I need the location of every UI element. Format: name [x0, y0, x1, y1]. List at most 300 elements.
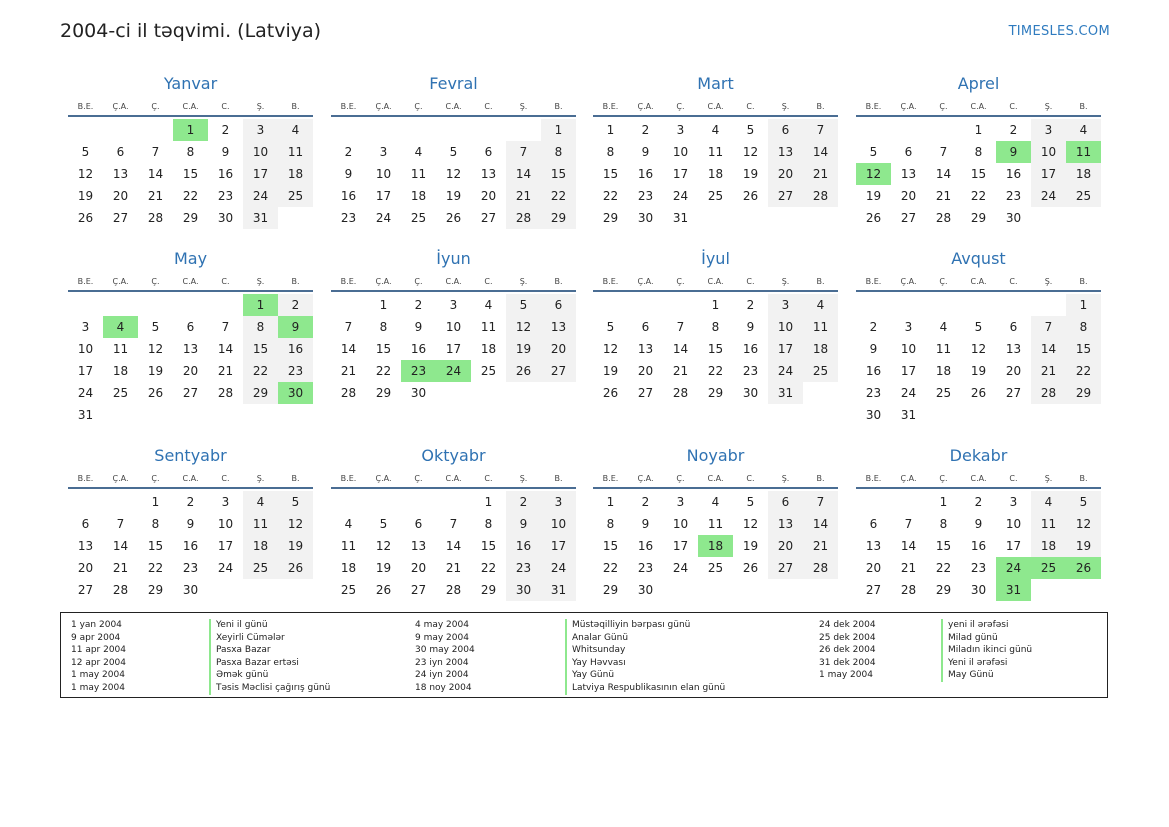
day-cell[interactable]: 15: [375, 342, 392, 356]
day-cell[interactable]: 8: [186, 145, 195, 159]
day-cell[interactable]: 22: [375, 364, 392, 378]
day-cell[interactable]: 3: [1031, 119, 1066, 141]
day-cell[interactable]: 9: [186, 517, 195, 531]
day-cell[interactable]: 13: [768, 513, 803, 535]
day-cell[interactable]: 18: [935, 364, 952, 378]
day-cell[interactable]: 31: [77, 408, 94, 422]
day-cell[interactable]: 24: [375, 211, 392, 225]
day-cell[interactable]: 11: [340, 539, 357, 553]
day-cell[interactable]: 25: [935, 386, 952, 400]
day-cell[interactable]: 2: [221, 123, 230, 137]
day-cell[interactable]: 11: [112, 342, 129, 356]
day-cell[interactable]: 20: [865, 561, 882, 575]
day-cell[interactable]: 23: [217, 189, 234, 203]
day-cell[interactable]: 10: [77, 342, 94, 356]
day-cell[interactable]: 6: [414, 517, 423, 531]
day-cell[interactable]: 14: [900, 539, 917, 553]
day-cell[interactable]: 14: [1031, 338, 1066, 360]
day-cell[interactable]: 6: [1009, 320, 1018, 334]
day-cell[interactable]: 24: [1031, 185, 1066, 207]
day-cell[interactable]: 16: [1005, 167, 1022, 181]
day-cell[interactable]: 27: [1005, 386, 1022, 400]
day-cell[interactable]: 4: [711, 123, 720, 137]
day-cell[interactable]: 25: [1031, 557, 1066, 579]
day-cell[interactable]: 24: [217, 561, 234, 575]
day-cell[interactable]: 18: [707, 167, 724, 181]
day-cell[interactable]: 24: [243, 185, 278, 207]
day-cell[interactable]: 28: [900, 583, 917, 597]
day-cell[interactable]: 14: [803, 513, 838, 535]
day-cell[interactable]: 21: [1031, 360, 1066, 382]
day-cell[interactable]: 14: [935, 167, 952, 181]
day-cell[interactable]: 4: [803, 294, 838, 316]
day-cell[interactable]: 17: [243, 163, 278, 185]
day-cell[interactable]: 15: [602, 539, 619, 553]
day-cell[interactable]: 9: [344, 167, 353, 181]
day-cell[interactable]: 12: [856, 163, 891, 185]
day-cell[interactable]: 30: [1005, 211, 1022, 225]
day-cell[interactable]: 16: [637, 539, 654, 553]
day-cell[interactable]: 11: [707, 145, 724, 159]
day-cell[interactable]: 16: [506, 535, 541, 557]
day-cell[interactable]: 22: [970, 189, 987, 203]
day-cell[interactable]: 23: [278, 360, 313, 382]
day-cell[interactable]: 9: [996, 141, 1031, 163]
day-cell[interactable]: 1: [243, 294, 278, 316]
day-cell[interactable]: 3: [449, 298, 458, 312]
day-cell[interactable]: 1: [151, 495, 160, 509]
day-cell[interactable]: 14: [112, 539, 129, 553]
day-cell[interactable]: 31: [541, 579, 576, 601]
day-cell[interactable]: 30: [865, 408, 882, 422]
day-cell[interactable]: 30: [637, 211, 654, 225]
day-cell[interactable]: 28: [935, 211, 952, 225]
day-cell[interactable]: 12: [147, 342, 164, 356]
day-cell[interactable]: 8: [974, 145, 983, 159]
day-cell[interactable]: 5: [974, 320, 983, 334]
day-cell[interactable]: 20: [182, 364, 199, 378]
day-cell[interactable]: 5: [278, 491, 313, 513]
day-cell[interactable]: 23: [340, 211, 357, 225]
day-cell[interactable]: 25: [340, 583, 357, 597]
day-cell[interactable]: 11: [278, 141, 313, 163]
day-cell[interactable]: 11: [480, 320, 497, 334]
day-cell[interactable]: 8: [151, 517, 160, 531]
day-cell[interactable]: 12: [742, 517, 759, 531]
day-cell[interactable]: 15: [480, 539, 497, 553]
day-cell[interactable]: 25: [278, 185, 313, 207]
day-cell[interactable]: 13: [182, 342, 199, 356]
day-cell[interactable]: 4: [243, 491, 278, 513]
day-cell[interactable]: 27: [182, 386, 199, 400]
day-cell[interactable]: 24: [900, 386, 917, 400]
day-cell[interactable]: 21: [935, 189, 952, 203]
day-cell[interactable]: 3: [676, 495, 685, 509]
day-cell[interactable]: 5: [1066, 491, 1101, 513]
day-cell[interactable]: 15: [970, 167, 987, 181]
day-cell[interactable]: 29: [147, 583, 164, 597]
day-cell[interactable]: 18: [803, 338, 838, 360]
day-cell[interactable]: 8: [243, 316, 278, 338]
day-cell[interactable]: 26: [147, 386, 164, 400]
day-cell[interactable]: 24: [77, 386, 94, 400]
day-cell[interactable]: 9: [641, 145, 650, 159]
day-cell[interactable]: 9: [974, 517, 983, 531]
day-cell[interactable]: 29: [243, 382, 278, 404]
day-cell[interactable]: 4: [939, 320, 948, 334]
day-cell[interactable]: 12: [278, 513, 313, 535]
day-cell[interactable]: 17: [77, 364, 94, 378]
day-cell[interactable]: 30: [182, 583, 199, 597]
day-cell[interactable]: 11: [1066, 141, 1101, 163]
day-cell[interactable]: 10: [541, 513, 576, 535]
day-cell[interactable]: 30: [637, 583, 654, 597]
day-cell[interactable]: 17: [768, 338, 803, 360]
day-cell[interactable]: 21: [112, 561, 129, 575]
day-cell[interactable]: 7: [116, 517, 125, 531]
day-cell[interactable]: 21: [506, 185, 541, 207]
day-cell[interactable]: 15: [707, 342, 724, 356]
day-cell[interactable]: 2: [974, 495, 983, 509]
day-cell[interactable]: 3: [1009, 495, 1018, 509]
day-cell[interactable]: 10: [217, 517, 234, 531]
day-cell[interactable]: 28: [506, 207, 541, 229]
day-cell[interactable]: 27: [77, 583, 94, 597]
day-cell[interactable]: 19: [375, 561, 392, 575]
day-cell[interactable]: 28: [445, 583, 462, 597]
day-cell[interactable]: 1: [606, 495, 615, 509]
day-cell[interactable]: 23: [742, 364, 759, 378]
day-cell[interactable]: 19: [278, 535, 313, 557]
day-cell[interactable]: 5: [151, 320, 160, 334]
day-cell[interactable]: 23: [1005, 189, 1022, 203]
day-cell[interactable]: 6: [541, 294, 576, 316]
day-cell[interactable]: 28: [112, 583, 129, 597]
day-cell[interactable]: 19: [865, 189, 882, 203]
day-cell[interactable]: 30: [970, 583, 987, 597]
day-cell[interactable]: 22: [541, 185, 576, 207]
day-cell[interactable]: 30: [217, 211, 234, 225]
day-cell[interactable]: 27: [410, 583, 427, 597]
day-cell[interactable]: 25: [243, 557, 278, 579]
day-cell[interactable]: 10: [445, 320, 462, 334]
day-cell[interactable]: 13: [480, 167, 497, 181]
day-cell[interactable]: 13: [768, 141, 803, 163]
day-cell[interactable]: 11: [935, 342, 952, 356]
day-cell[interactable]: 23: [182, 561, 199, 575]
day-cell[interactable]: 31: [900, 408, 917, 422]
day-cell[interactable]: 18: [410, 189, 427, 203]
day-cell[interactable]: 16: [182, 539, 199, 553]
day-cell[interactable]: 24: [541, 557, 576, 579]
day-cell[interactable]: 6: [641, 320, 650, 334]
day-cell[interactable]: 5: [506, 294, 541, 316]
day-cell[interactable]: 22: [480, 561, 497, 575]
day-cell[interactable]: 21: [217, 364, 234, 378]
day-cell[interactable]: 3: [379, 145, 388, 159]
day-cell[interactable]: 20: [768, 535, 803, 557]
day-cell[interactable]: 2: [1009, 123, 1018, 137]
day-cell[interactable]: 25: [410, 211, 427, 225]
day-cell[interactable]: 29: [602, 583, 619, 597]
day-cell[interactable]: 16: [217, 167, 234, 181]
day-cell[interactable]: 26: [506, 360, 541, 382]
day-cell[interactable]: 9: [746, 320, 755, 334]
day-cell[interactable]: 8: [606, 517, 615, 531]
day-cell[interactable]: 3: [768, 294, 803, 316]
day-cell[interactable]: 24: [996, 557, 1031, 579]
day-cell[interactable]: 12: [602, 342, 619, 356]
day-cell[interactable]: 12: [375, 539, 392, 553]
day-cell[interactable]: 15: [541, 163, 576, 185]
day-cell[interactable]: 17: [1005, 539, 1022, 553]
day-cell[interactable]: 26: [742, 189, 759, 203]
day-cell[interactable]: 19: [742, 539, 759, 553]
day-cell[interactable]: 13: [900, 167, 917, 181]
day-cell[interactable]: 12: [742, 145, 759, 159]
day-cell[interactable]: 16: [410, 342, 427, 356]
day-cell[interactable]: 10: [672, 145, 689, 159]
day-cell[interactable]: 29: [602, 211, 619, 225]
day-cell[interactable]: 24: [436, 360, 471, 382]
day-cell[interactable]: 20: [112, 189, 129, 203]
day-cell[interactable]: 2: [414, 298, 423, 312]
day-cell[interactable]: 6: [904, 145, 913, 159]
day-cell[interactable]: 12: [77, 167, 94, 181]
day-cell[interactable]: 4: [1031, 491, 1066, 513]
day-cell[interactable]: 10: [243, 141, 278, 163]
day-cell[interactable]: 25: [480, 364, 497, 378]
day-cell[interactable]: 29: [480, 583, 497, 597]
day-cell[interactable]: 4: [344, 517, 353, 531]
day-cell[interactable]: 22: [1066, 360, 1101, 382]
day-cell[interactable]: 26: [602, 386, 619, 400]
day-cell[interactable]: 16: [742, 342, 759, 356]
day-cell[interactable]: 22: [602, 189, 619, 203]
day-cell[interactable]: 6: [484, 145, 493, 159]
day-cell[interactable]: 14: [803, 141, 838, 163]
day-cell[interactable]: 21: [340, 364, 357, 378]
day-cell[interactable]: 29: [182, 211, 199, 225]
day-cell[interactable]: 14: [217, 342, 234, 356]
day-cell[interactable]: 19: [506, 338, 541, 360]
day-cell[interactable]: 19: [445, 189, 462, 203]
day-cell[interactable]: 1: [939, 495, 948, 509]
day-cell[interactable]: 30: [410, 386, 427, 400]
day-cell[interactable]: 1: [974, 123, 983, 137]
day-cell[interactable]: 29: [970, 211, 987, 225]
day-cell[interactable]: 11: [803, 316, 838, 338]
day-cell[interactable]: 9: [221, 145, 230, 159]
day-cell[interactable]: 26: [375, 583, 392, 597]
day-cell[interactable]: 1: [541, 119, 576, 141]
day-cell[interactable]: 1: [1066, 294, 1101, 316]
day-cell[interactable]: 4: [103, 316, 138, 338]
day-cell[interactable]: 20: [637, 364, 654, 378]
day-cell[interactable]: 14: [340, 342, 357, 356]
day-cell[interactable]: 2: [869, 320, 878, 334]
day-cell[interactable]: 23: [506, 557, 541, 579]
day-cell[interactable]: 11: [410, 167, 427, 181]
day-cell[interactable]: 6: [768, 491, 803, 513]
day-cell[interactable]: 9: [414, 320, 423, 334]
day-cell[interactable]: 7: [939, 145, 948, 159]
day-cell[interactable]: 8: [606, 145, 615, 159]
day-cell[interactable]: 27: [637, 386, 654, 400]
day-cell[interactable]: 17: [541, 535, 576, 557]
day-cell[interactable]: 17: [1031, 163, 1066, 185]
day-cell[interactable]: 20: [900, 189, 917, 203]
day-cell[interactable]: 20: [768, 163, 803, 185]
day-cell[interactable]: 22: [707, 364, 724, 378]
day-cell[interactable]: 12: [506, 316, 541, 338]
day-cell[interactable]: 7: [803, 491, 838, 513]
day-cell[interactable]: 22: [147, 561, 164, 575]
day-cell[interactable]: 21: [445, 561, 462, 575]
day-cell[interactable]: 4: [414, 145, 423, 159]
day-cell[interactable]: 10: [1005, 517, 1022, 531]
day-cell[interactable]: 7: [1031, 316, 1066, 338]
day-cell[interactable]: 3: [221, 495, 230, 509]
day-cell[interactable]: 4: [1066, 119, 1101, 141]
day-cell[interactable]: 1: [484, 495, 493, 509]
day-cell[interactable]: 6: [186, 320, 195, 334]
day-cell[interactable]: 8: [484, 517, 493, 531]
day-cell[interactable]: 25: [707, 561, 724, 575]
day-cell[interactable]: 17: [445, 342, 462, 356]
day-cell[interactable]: 31: [996, 579, 1031, 601]
day-cell[interactable]: 10: [1031, 141, 1066, 163]
day-cell[interactable]: 5: [606, 320, 615, 334]
day-cell[interactable]: 2: [506, 491, 541, 513]
day-cell[interactable]: 2: [278, 294, 313, 316]
day-cell[interactable]: 14: [147, 167, 164, 181]
day-cell[interactable]: 18: [1031, 535, 1066, 557]
day-cell[interactable]: 13: [541, 316, 576, 338]
day-cell[interactable]: 8: [1066, 316, 1101, 338]
day-cell[interactable]: 20: [1005, 364, 1022, 378]
day-cell[interactable]: 7: [221, 320, 230, 334]
site-link[interactable]: TIMESLES.COM: [1008, 24, 1110, 39]
day-cell[interactable]: 19: [970, 364, 987, 378]
day-cell[interactable]: 16: [865, 364, 882, 378]
day-cell[interactable]: 22: [182, 189, 199, 203]
day-cell[interactable]: 24: [672, 189, 689, 203]
day-cell[interactable]: 3: [81, 320, 90, 334]
day-cell[interactable]: 22: [243, 360, 278, 382]
day-cell[interactable]: 14: [506, 163, 541, 185]
day-cell[interactable]: 7: [904, 517, 913, 531]
day-cell[interactable]: 25: [707, 189, 724, 203]
day-cell[interactable]: 2: [746, 298, 755, 312]
day-cell[interactable]: 9: [641, 517, 650, 531]
day-cell[interactable]: 20: [410, 561, 427, 575]
day-cell[interactable]: 19: [77, 189, 94, 203]
day-cell[interactable]: 26: [742, 561, 759, 575]
day-cell[interactable]: 4: [278, 119, 313, 141]
day-cell[interactable]: 21: [803, 535, 838, 557]
day-cell[interactable]: 6: [81, 517, 90, 531]
day-cell[interactable]: 13: [865, 539, 882, 553]
day-cell[interactable]: 1: [711, 298, 720, 312]
day-cell[interactable]: 8: [711, 320, 720, 334]
day-cell[interactable]: 9: [869, 342, 878, 356]
day-cell[interactable]: 13: [112, 167, 129, 181]
day-cell[interactable]: 12: [445, 167, 462, 181]
day-cell[interactable]: 28: [672, 386, 689, 400]
day-cell[interactable]: 3: [676, 123, 685, 137]
day-cell[interactable]: 2: [186, 495, 195, 509]
day-cell[interactable]: 31: [768, 382, 803, 404]
day-cell[interactable]: 27: [541, 360, 576, 382]
day-cell[interactable]: 8: [379, 320, 388, 334]
day-cell[interactable]: 12: [1066, 513, 1101, 535]
day-cell[interactable]: 29: [707, 386, 724, 400]
day-cell[interactable]: 3: [243, 119, 278, 141]
day-cell[interactable]: 18: [278, 163, 313, 185]
day-cell[interactable]: 27: [865, 583, 882, 597]
day-cell[interactable]: 15: [1066, 338, 1101, 360]
day-cell[interactable]: 30: [506, 579, 541, 601]
day-cell[interactable]: 6: [768, 119, 803, 141]
day-cell[interactable]: 23: [865, 386, 882, 400]
day-cell[interactable]: 6: [869, 517, 878, 531]
day-cell[interactable]: 26: [1066, 557, 1101, 579]
day-cell[interactable]: 20: [480, 189, 497, 203]
day-cell[interactable]: 26: [445, 211, 462, 225]
day-cell[interactable]: 7: [803, 119, 838, 141]
day-cell[interactable]: 28: [803, 557, 838, 579]
day-cell[interactable]: 23: [637, 189, 654, 203]
day-cell[interactable]: 7: [151, 145, 160, 159]
day-cell[interactable]: 21: [672, 364, 689, 378]
day-cell[interactable]: 29: [375, 386, 392, 400]
day-cell[interactable]: 23: [637, 561, 654, 575]
day-cell[interactable]: 25: [1066, 185, 1101, 207]
day-cell[interactable]: 28: [803, 185, 838, 207]
day-cell[interactable]: 21: [803, 163, 838, 185]
day-cell[interactable]: 10: [768, 316, 803, 338]
day-cell[interactable]: 3: [904, 320, 913, 334]
day-cell[interactable]: 15: [935, 539, 952, 553]
day-cell[interactable]: 10: [672, 517, 689, 531]
day-cell[interactable]: 4: [484, 298, 493, 312]
day-cell[interactable]: 19: [147, 364, 164, 378]
day-cell[interactable]: 26: [970, 386, 987, 400]
day-cell[interactable]: 17: [375, 189, 392, 203]
day-cell[interactable]: 27: [900, 211, 917, 225]
day-cell[interactable]: 31: [243, 207, 278, 229]
day-cell[interactable]: 5: [379, 517, 388, 531]
day-cell[interactable]: 17: [217, 539, 234, 553]
day-cell[interactable]: 4: [711, 495, 720, 509]
day-cell[interactable]: 26: [278, 557, 313, 579]
day-cell[interactable]: 29: [541, 207, 576, 229]
day-cell[interactable]: 11: [243, 513, 278, 535]
day-cell[interactable]: 1: [379, 298, 388, 312]
day-cell[interactable]: 15: [602, 167, 619, 181]
day-cell[interactable]: 15: [182, 167, 199, 181]
day-cell[interactable]: 22: [935, 561, 952, 575]
day-cell[interactable]: 14: [445, 539, 462, 553]
day-cell[interactable]: 16: [278, 338, 313, 360]
day-cell[interactable]: 28: [340, 386, 357, 400]
day-cell[interactable]: 27: [768, 557, 803, 579]
day-cell[interactable]: 26: [865, 211, 882, 225]
day-cell[interactable]: 28: [1031, 382, 1066, 404]
day-cell[interactable]: 15: [243, 338, 278, 360]
day-cell[interactable]: 9: [506, 513, 541, 535]
